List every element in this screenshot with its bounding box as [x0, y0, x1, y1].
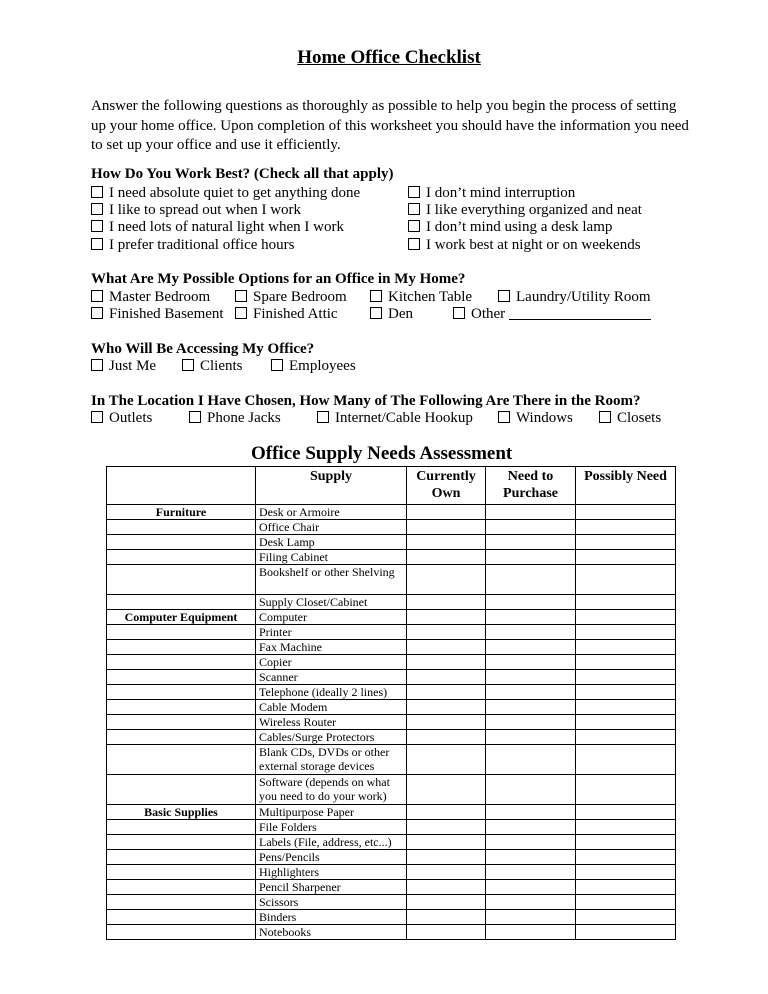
checkbox-icon[interactable] — [370, 290, 382, 302]
question-access: Who Will Be Accessing My Office? — [91, 341, 315, 357]
empty-cell — [107, 880, 256, 895]
purchase-cell[interactable] — [486, 505, 576, 520]
table-row — [107, 745, 676, 775]
table-row — [107, 730, 676, 745]
checkbox-icon[interactable] — [453, 307, 465, 319]
own-cell[interactable] — [407, 925, 486, 940]
option-room-6[interactable]: Finished Attic — [235, 306, 338, 323]
possibly-cell[interactable] — [576, 610, 676, 625]
possibly-cell[interactable] — [576, 640, 676, 655]
option-room-feature-2[interactable]: Phone Jacks — [189, 410, 281, 427]
option-access-3[interactable]: Employees — [271, 358, 356, 375]
checkbox-icon[interactable] — [189, 411, 201, 423]
purchase-cell[interactable] — [486, 835, 576, 850]
possibly-cell[interactable] — [576, 910, 676, 925]
option-work-right-1[interactable]: I don’t mind interruption — [408, 185, 575, 202]
supply-item-cell: Notebooks — [256, 925, 407, 940]
own-cell[interactable] — [407, 910, 486, 925]
empty-cell — [107, 520, 256, 535]
table-row — [107, 505, 676, 520]
own-cell[interactable] — [407, 595, 486, 610]
supply-table-body — [107, 505, 676, 940]
table-row — [107, 700, 676, 715]
supply-item-cell: Desk or Armoire — [256, 505, 407, 520]
table-row — [107, 670, 676, 685]
supply-item-cell: Scissors — [256, 895, 407, 910]
option-room-5[interactable]: Finished Basement — [91, 306, 224, 323]
supply-item-cell: Wireless Router — [256, 715, 407, 730]
checkbox-icon[interactable] — [182, 359, 194, 371]
checkbox-icon[interactable] — [271, 359, 283, 371]
possibly-cell[interactable] — [576, 700, 676, 715]
supply-item-cell: Filing Cabinet — [256, 550, 407, 565]
own-cell[interactable] — [407, 565, 486, 595]
supply-item-cell: Office Chair — [256, 520, 407, 535]
table-row — [107, 655, 676, 670]
empty-cell — [107, 565, 256, 595]
table-row — [107, 535, 676, 550]
own-cell[interactable] — [407, 550, 486, 565]
possibly-cell[interactable] — [576, 925, 676, 940]
possibly-cell[interactable] — [576, 865, 676, 880]
supply-item-cell: Bookshelf or other Shelving — [256, 565, 407, 595]
option-room-2[interactable]: Spare Bedroom — [235, 289, 347, 306]
supply-item-cell: Blank CDs, DVDs or other external storage devices — [256, 745, 407, 775]
own-cell[interactable] — [407, 700, 486, 715]
supply-item-cell: Cable Modem — [256, 700, 407, 715]
supply-item-cell: Scanner — [256, 670, 407, 685]
possibly-cell[interactable] — [576, 745, 676, 775]
checkbox-icon[interactable] — [599, 411, 611, 423]
empty-cell — [107, 625, 256, 640]
checkbox-icon[interactable] — [370, 307, 382, 319]
empty-cell — [107, 820, 256, 835]
option-room-feature-5[interactable]: Closets — [599, 410, 661, 427]
option-work-right-2[interactable]: I like everything organized and neat — [408, 202, 642, 219]
empty-cell — [107, 595, 256, 610]
checkbox-icon[interactable] — [91, 359, 103, 371]
supply-item-cell: File Folders — [256, 820, 407, 835]
intro-paragraph: Answer the following questions as thoroughly as possible to help you begin the process of setting up your home office. Upon completion of this worksheet you should have the information you need to set up your office and use it efficiently. — [91, 98, 689, 153]
empty-cell — [107, 655, 256, 670]
supply-item-cell: Desk Lamp — [256, 535, 407, 550]
table-row — [107, 865, 676, 880]
purchase-cell[interactable] — [486, 850, 576, 865]
purchase-cell[interactable] — [486, 925, 576, 940]
possibly-cell[interactable] — [576, 880, 676, 895]
purchase-cell[interactable] — [486, 775, 576, 805]
purchase-cell[interactable] — [486, 625, 576, 640]
table-row — [107, 895, 676, 910]
empty-cell — [107, 550, 256, 565]
option-room-1[interactable]: Master Bedroom — [91, 289, 210, 306]
table-row — [107, 685, 676, 700]
question-location: In The Location I Have Chosen, How Many of The Following Are There in the Room? — [91, 393, 641, 409]
own-cell[interactable] — [407, 880, 486, 895]
checkbox-icon[interactable] — [91, 307, 103, 319]
empty-cell — [107, 685, 256, 700]
purchase-cell[interactable] — [486, 595, 576, 610]
own-cell[interactable] — [407, 535, 486, 550]
question-office-options: What Are My Possible Options for an Office in My Home? — [91, 271, 466, 287]
checkbox-icon[interactable] — [91, 186, 103, 198]
supply-item-cell: Printer — [256, 625, 407, 640]
header-supply: Supply — [256, 467, 407, 505]
purchase-cell[interactable] — [486, 865, 576, 880]
other-blank-field[interactable] — [509, 307, 651, 320]
own-cell[interactable] — [407, 775, 486, 805]
own-cell[interactable] — [407, 895, 486, 910]
header-category — [107, 467, 256, 505]
checkbox-icon[interactable] — [498, 290, 510, 302]
purchase-cell[interactable] — [486, 820, 576, 835]
possibly-cell[interactable] — [576, 655, 676, 670]
own-cell[interactable] — [407, 625, 486, 640]
purchase-cell[interactable] — [486, 550, 576, 565]
purchase-cell[interactable] — [486, 910, 576, 925]
own-cell[interactable] — [407, 835, 486, 850]
empty-cell — [107, 745, 256, 775]
table-row — [107, 715, 676, 730]
option-work-left-4[interactable]: I prefer traditional office hours — [91, 237, 294, 254]
possibly-cell[interactable] — [576, 835, 676, 850]
page-title: Home Office Checklist — [297, 47, 481, 68]
option-work-left-3[interactable]: I need lots of natural light when I work — [91, 219, 344, 236]
table-row — [107, 835, 676, 850]
checkbox-icon[interactable] — [235, 290, 247, 302]
table-row — [107, 925, 676, 940]
table-row — [107, 850, 676, 865]
option-room-7[interactable]: Den — [370, 306, 413, 323]
own-cell[interactable] — [407, 610, 486, 625]
table-row — [107, 640, 676, 655]
supply-item-cell: Multipurpose Paper — [256, 805, 407, 820]
purchase-cell[interactable] — [486, 670, 576, 685]
question-work-best: How Do You Work Best? (Check all that apply) — [91, 166, 394, 182]
empty-cell — [107, 925, 256, 940]
possibly-cell[interactable] — [576, 670, 676, 685]
table-row — [107, 565, 676, 595]
empty-cell — [107, 850, 256, 865]
own-cell[interactable] — [407, 655, 486, 670]
possibly-cell[interactable] — [576, 535, 676, 550]
own-cell[interactable] — [407, 850, 486, 865]
empty-cell — [107, 670, 256, 685]
possibly-cell[interactable] — [576, 625, 676, 640]
checkbox-icon[interactable] — [91, 411, 103, 423]
purchase-cell[interactable] — [486, 535, 576, 550]
header-possibly-need: Possibly Need — [576, 467, 676, 505]
purchase-cell[interactable] — [486, 880, 576, 895]
own-cell[interactable] — [407, 640, 486, 655]
own-cell[interactable] — [407, 670, 486, 685]
option-work-right-4[interactable]: I work best at night or on weekends — [408, 237, 641, 254]
checkbox-icon[interactable] — [408, 203, 420, 215]
empty-cell — [107, 535, 256, 550]
table-row — [107, 880, 676, 895]
option-room-3[interactable]: Kitchen Table — [370, 289, 472, 306]
supply-item-cell: Cables/Surge Protectors — [256, 730, 407, 745]
possibly-cell[interactable] — [576, 505, 676, 520]
purchase-cell[interactable] — [486, 715, 576, 730]
option-work-right-3[interactable]: I don’t mind using a desk lamp — [408, 219, 612, 236]
category-cell: Basic Supplies — [107, 805, 256, 820]
category-cell: Computer Equipment — [107, 610, 256, 625]
checkbox-icon[interactable] — [91, 203, 103, 215]
table-row — [107, 550, 676, 565]
purchase-cell[interactable] — [486, 730, 576, 745]
own-cell[interactable] — [407, 520, 486, 535]
supply-item-cell: Computer — [256, 610, 407, 625]
empty-cell — [107, 715, 256, 730]
possibly-cell[interactable] — [576, 730, 676, 745]
assessment-title: Office Supply Needs Assessment — [251, 443, 513, 464]
possibly-cell[interactable] — [576, 775, 676, 805]
purchase-cell[interactable] — [486, 700, 576, 715]
table-row — [107, 775, 676, 805]
own-cell[interactable] — [407, 865, 486, 880]
own-cell[interactable] — [407, 715, 486, 730]
category-cell: Furniture — [107, 505, 256, 520]
own-cell[interactable] — [407, 820, 486, 835]
empty-cell — [107, 730, 256, 745]
own-cell[interactable] — [407, 685, 486, 700]
table-header-row — [107, 467, 676, 505]
table-row — [107, 520, 676, 535]
table-row — [107, 805, 676, 820]
supply-item-cell: Telephone (ideally 2 lines) — [256, 685, 407, 700]
checkbox-icon[interactable] — [408, 220, 420, 232]
purchase-cell[interactable] — [486, 655, 576, 670]
empty-cell — [107, 895, 256, 910]
possibly-cell[interactable] — [576, 715, 676, 730]
possibly-cell[interactable] — [576, 685, 676, 700]
option-room-other[interactable]: Other — [453, 306, 651, 323]
possibly-cell[interactable] — [576, 805, 676, 820]
checkbox-icon[interactable] — [498, 411, 510, 423]
supply-item-cell: Supply Closet/Cabinet — [256, 595, 407, 610]
supply-item-cell: Binders — [256, 910, 407, 925]
purchase-cell[interactable] — [486, 745, 576, 775]
header-currently-own: Currently Own — [407, 467, 486, 505]
supply-item-cell: Fax Machine — [256, 640, 407, 655]
option-access-2[interactable]: Clients — [182, 358, 243, 375]
purchase-cell[interactable] — [486, 565, 576, 595]
empty-cell — [107, 640, 256, 655]
own-cell[interactable] — [407, 505, 486, 520]
empty-cell — [107, 835, 256, 850]
table-row — [107, 610, 676, 625]
supply-item-cell: Copier — [256, 655, 407, 670]
header-need-to-purchase: Need to Purchase — [486, 467, 576, 505]
checkbox-icon[interactable] — [91, 220, 103, 232]
supply-item-cell: Software (depends on what you need to do your work) — [256, 775, 407, 805]
option-room-4[interactable]: Laundry/Utility Room — [498, 289, 651, 306]
option-room-feature-1[interactable]: Outlets — [91, 410, 152, 427]
possibly-cell[interactable] — [576, 595, 676, 610]
purchase-cell[interactable] — [486, 805, 576, 820]
empty-cell — [107, 910, 256, 925]
table-row — [107, 910, 676, 925]
empty-cell — [107, 865, 256, 880]
option-room-feature-3[interactable]: Internet/Cable Hookup — [317, 410, 473, 427]
empty-cell — [107, 775, 256, 805]
table-row — [107, 820, 676, 835]
own-cell[interactable] — [407, 745, 486, 775]
checkbox-icon[interactable] — [91, 238, 103, 250]
table-row — [107, 595, 676, 610]
checkbox-icon[interactable] — [408, 238, 420, 250]
purchase-cell[interactable] — [486, 640, 576, 655]
option-access-1[interactable]: Just Me — [91, 358, 156, 375]
empty-cell — [107, 700, 256, 715]
possibly-cell[interactable] — [576, 820, 676, 835]
supply-item-cell: Pens/Pencils — [256, 850, 407, 865]
checkbox-icon[interactable] — [235, 307, 247, 319]
supply-item-cell: Highlighters — [256, 865, 407, 880]
supply-item-cell: Labels (File, address, etc...) — [256, 835, 407, 850]
checkbox-icon[interactable] — [408, 186, 420, 198]
option-work-left-2[interactable]: I like to spread out when I work — [91, 202, 301, 219]
table-row — [107, 625, 676, 640]
purchase-cell[interactable] — [486, 685, 576, 700]
possibly-cell[interactable] — [576, 895, 676, 910]
supply-table — [106, 466, 676, 940]
own-cell[interactable] — [407, 805, 486, 820]
purchase-cell[interactable] — [486, 610, 576, 625]
supply-item-cell: Pencil Sharpener — [256, 880, 407, 895]
purchase-cell[interactable] — [486, 895, 576, 910]
own-cell[interactable] — [407, 730, 486, 745]
possibly-cell[interactable] — [576, 550, 676, 565]
possibly-cell[interactable] — [576, 565, 676, 595]
option-room-feature-4[interactable]: Windows — [498, 410, 573, 427]
purchase-cell[interactable] — [486, 520, 576, 535]
checkbox-icon[interactable] — [91, 290, 103, 302]
possibly-cell[interactable] — [576, 520, 676, 535]
checkbox-icon[interactable] — [317, 411, 329, 423]
option-work-left-1[interactable]: I need absolute quiet to get anything done — [91, 185, 360, 202]
possibly-cell[interactable] — [576, 850, 676, 865]
